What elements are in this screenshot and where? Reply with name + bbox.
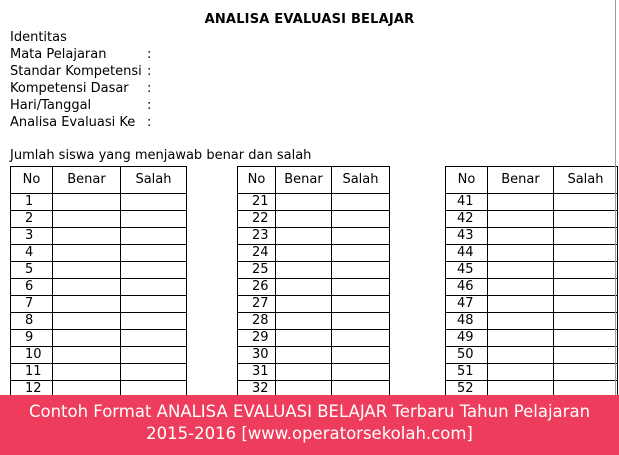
benar-cell: [488, 279, 554, 296]
salah-cell: [332, 245, 390, 262]
salah-cell: [121, 381, 187, 396]
benar-cell: [53, 245, 121, 262]
table-row: [238, 194, 390, 211]
benar-cell: [276, 194, 332, 211]
table-row: [446, 211, 618, 228]
column-header-no: No: [238, 167, 276, 194]
benar-cell: [53, 381, 121, 396]
salah-cell: [332, 313, 390, 330]
table-row: [446, 313, 618, 330]
row-number-cell: 6: [11, 279, 53, 296]
answer-count-subtitle: Jumlah siswa yang menjawab benar dan salah: [10, 148, 312, 163]
table-header-row: [11, 167, 187, 194]
field-colon: :: [147, 47, 152, 62]
benar-cell: [488, 262, 554, 279]
benar-cell: [488, 194, 554, 211]
table-row: [238, 245, 390, 262]
salah-cell: [554, 228, 618, 245]
row-number-cell: 31: [238, 364, 276, 381]
benar-cell: [276, 262, 332, 279]
benar-cell: [53, 330, 121, 347]
benar-cell: [276, 245, 332, 262]
benar-cell: [53, 313, 121, 330]
salah-cell: [332, 279, 390, 296]
column-header-salah: Salah: [121, 167, 187, 194]
table-row: [446, 330, 618, 347]
row-number-cell: 47: [446, 296, 488, 313]
row-number-cell: 50: [446, 347, 488, 364]
row-number-cell: 10: [11, 347, 53, 364]
salah-cell: [554, 296, 618, 313]
field-mata-pelajaran: [10, 46, 152, 63]
column-header-benar: Benar: [488, 167, 554, 194]
salah-cell: [554, 279, 618, 296]
row-number-cell: 3: [11, 228, 53, 245]
table-row: [446, 228, 618, 245]
field-colon: :: [147, 98, 152, 113]
row-number-cell: 5: [11, 262, 53, 279]
table-row: [11, 211, 187, 228]
table-body: [446, 194, 618, 396]
salah-cell: [554, 347, 618, 364]
row-number-cell: 27: [238, 296, 276, 313]
benar-cell: [488, 347, 554, 364]
column-header-salah: Salah: [332, 167, 390, 194]
table-row: [238, 381, 390, 396]
table-row: [11, 364, 187, 381]
table-row: [446, 296, 618, 313]
table-header-row: [446, 167, 618, 194]
salah-cell: [121, 245, 187, 262]
benar-cell: [488, 313, 554, 330]
benar-cell: [488, 330, 554, 347]
benar-cell: [488, 245, 554, 262]
benar-cell: [276, 330, 332, 347]
table-body: [11, 194, 187, 396]
table-row: [238, 347, 390, 364]
table-row: [238, 211, 390, 228]
row-number-cell: 32: [238, 381, 276, 396]
salah-cell: [121, 194, 187, 211]
table-header-row: [238, 167, 390, 194]
identity-section: [10, 29, 152, 131]
benar-cell: [276, 364, 332, 381]
benar-cell: [53, 228, 121, 245]
caption-line-2: 2015-2016 [www.operatorsekolah.com]: [146, 424, 473, 443]
benar-cell: [488, 381, 554, 396]
row-number-cell: 26: [238, 279, 276, 296]
row-number-cell: 2: [11, 211, 53, 228]
column-header-no: No: [11, 167, 53, 194]
column-header-no: No: [446, 167, 488, 194]
salah-cell: [121, 347, 187, 364]
field-colon: :: [147, 81, 152, 96]
table-row: [446, 347, 618, 364]
table-row: [11, 245, 187, 262]
salah-cell: [332, 330, 390, 347]
table-row: [238, 262, 390, 279]
caption-banner: [0, 395, 619, 455]
salah-cell: [554, 211, 618, 228]
row-number-cell: 30: [238, 347, 276, 364]
table-row: [11, 228, 187, 245]
benar-cell: [488, 364, 554, 381]
benar-cell: [488, 296, 554, 313]
benar-cell: [53, 296, 121, 313]
field-label: Hari/Tanggal: [10, 98, 92, 113]
row-number-cell: 21: [238, 194, 276, 211]
salah-cell: [121, 330, 187, 347]
table-row: [11, 279, 187, 296]
salah-cell: [121, 262, 187, 279]
table-row: [446, 262, 618, 279]
table-row: [446, 194, 618, 211]
benar-cell: [488, 211, 554, 228]
salah-cell: [121, 228, 187, 245]
answer-table-2: [237, 166, 390, 395]
salah-cell: [121, 296, 187, 313]
row-number-cell: 41: [446, 194, 488, 211]
row-number-cell: 46: [446, 279, 488, 296]
salah-cell: [554, 364, 618, 381]
salah-cell: [554, 330, 618, 347]
field-standar-kompetensi: [10, 63, 152, 80]
table-row: [11, 296, 187, 313]
column-header-benar: Benar: [276, 167, 332, 194]
table-row: [11, 347, 187, 364]
identitas-label: Identitas: [10, 30, 67, 45]
row-number-cell: 52: [446, 381, 488, 396]
benar-cell: [276, 296, 332, 313]
document-title: ANALISA EVALUASI BELAJAR: [204, 12, 415, 27]
row-number-cell: 29: [238, 330, 276, 347]
row-number-cell: 42: [446, 211, 488, 228]
salah-cell: [332, 364, 390, 381]
salah-cell: [332, 211, 390, 228]
salah-cell: [332, 381, 390, 396]
row-number-cell: 8: [11, 313, 53, 330]
field-label: Analisa Evaluasi Ke: [10, 115, 136, 130]
field-colon: :: [147, 64, 152, 79]
field-kompetensi-dasar: [10, 80, 152, 97]
salah-cell: [554, 313, 618, 330]
benar-cell: [53, 194, 121, 211]
salah-cell: [332, 347, 390, 364]
row-number-cell: 48: [446, 313, 488, 330]
answer-table-1: [10, 166, 187, 395]
table-row: [238, 279, 390, 296]
salah-cell: [332, 194, 390, 211]
table-row: [11, 313, 187, 330]
table-row: [446, 245, 618, 262]
field-label: Kompetensi Dasar: [10, 81, 129, 96]
row-number-cell: 22: [238, 211, 276, 228]
row-number-cell: 23: [238, 228, 276, 245]
page-right-edge: [615, 0, 616, 395]
salah-cell: [554, 262, 618, 279]
salah-cell: [554, 194, 618, 211]
salah-cell: [121, 211, 187, 228]
benar-cell: [276, 228, 332, 245]
row-number-cell: 9: [11, 330, 53, 347]
row-number-cell: 24: [238, 245, 276, 262]
answer-table-3: [445, 166, 618, 395]
salah-cell: [332, 228, 390, 245]
column-header-salah: Salah: [554, 167, 618, 194]
row-number-cell: 43: [446, 228, 488, 245]
salah-cell: [554, 245, 618, 262]
table-row: [238, 364, 390, 381]
row-number-cell: 44: [446, 245, 488, 262]
column-header-benar: Benar: [53, 167, 121, 194]
field-label: Standar Kompetensi: [10, 64, 142, 79]
salah-cell: [332, 296, 390, 313]
benar-cell: [53, 347, 121, 364]
row-number-cell: 49: [446, 330, 488, 347]
row-number-cell: 1: [11, 194, 53, 211]
row-number-cell: 12: [11, 381, 53, 396]
table-row: [238, 313, 390, 330]
row-number-cell: 51: [446, 364, 488, 381]
salah-cell: [121, 364, 187, 381]
benar-cell: [276, 347, 332, 364]
benar-cell: [53, 262, 121, 279]
field-colon: :: [147, 115, 152, 130]
benar-cell: [276, 381, 332, 396]
caption-line-1: Contoh Format ANALISA EVALUASI BELAJAR Terbaru Tahun Pelajaran: [28, 402, 591, 421]
salah-cell: [332, 262, 390, 279]
field-hari-tanggal: [10, 97, 152, 114]
salah-cell: [554, 381, 618, 396]
row-number-cell: 45: [446, 262, 488, 279]
field-analisa-evaluasi-ke: [10, 114, 152, 131]
table-row: [238, 330, 390, 347]
table-row: [11, 262, 187, 279]
table-row: [238, 228, 390, 245]
table-row: [11, 381, 187, 396]
benar-cell: [276, 211, 332, 228]
benar-cell: [53, 211, 121, 228]
benar-cell: [276, 279, 332, 296]
table-row: [11, 194, 187, 211]
table-row: [446, 279, 618, 296]
row-number-cell: 28: [238, 313, 276, 330]
row-number-cell: 7: [11, 296, 53, 313]
field-label: Mata Pelajaran: [10, 47, 107, 62]
salah-cell: [121, 279, 187, 296]
table-body: [238, 194, 390, 396]
table-row: [446, 381, 618, 396]
salah-cell: [121, 313, 187, 330]
benar-cell: [488, 228, 554, 245]
table-row: [238, 296, 390, 313]
table-row: [11, 330, 187, 347]
row-number-cell: 4: [11, 245, 53, 262]
benar-cell: [53, 364, 121, 381]
benar-cell: [53, 279, 121, 296]
benar-cell: [276, 313, 332, 330]
table-row: [446, 364, 618, 381]
row-number-cell: 25: [238, 262, 276, 279]
row-number-cell: 11: [11, 364, 53, 381]
